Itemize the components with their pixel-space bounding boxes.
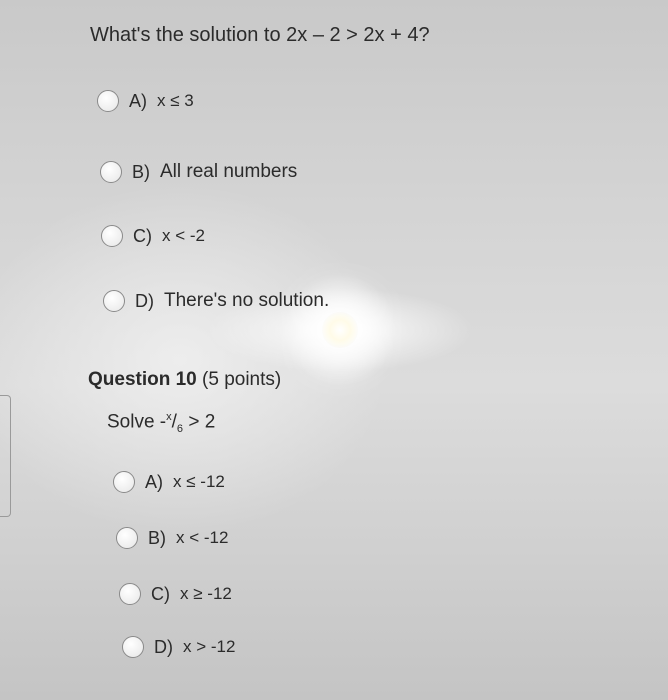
q10-option-a[interactable] xyxy=(113,471,225,493)
q9-option-b[interactable] xyxy=(100,161,297,183)
light-glare xyxy=(322,312,358,348)
question-10-title: Question 10 xyxy=(88,369,197,390)
q10-option-b-letter: B) xyxy=(148,527,166,548)
q9-option-d-letter: D) xyxy=(135,290,154,311)
q9-radio-b[interactable] xyxy=(100,161,122,183)
q10-option-d-text: x > -12 xyxy=(183,637,236,656)
q9-radio-c[interactable] xyxy=(101,225,123,247)
q9-option-c[interactable] xyxy=(101,225,205,247)
q9-radio-d[interactable] xyxy=(103,290,125,312)
q10-option-c-letter: C) xyxy=(151,583,170,604)
q10-option-b[interactable] xyxy=(116,527,228,549)
q9-option-a[interactable] xyxy=(97,90,194,112)
q10-radio-b[interactable] xyxy=(116,527,138,549)
q10-prompt-suffix: > 2 xyxy=(183,411,216,433)
q9-radio-a[interactable] xyxy=(97,90,119,112)
side-panel-edge xyxy=(0,395,11,517)
q10-option-a-letter: A) xyxy=(145,471,163,492)
q10-option-c[interactable] xyxy=(119,583,232,605)
q10-option-d-letter: D) xyxy=(154,636,173,657)
q9-option-a-letter: A) xyxy=(129,90,147,111)
q10-fraction-numerator: x xyxy=(166,411,172,423)
q10-radio-d[interactable] xyxy=(122,636,144,658)
q10-radio-c[interactable] xyxy=(119,583,141,605)
q9-option-b-letter: B) xyxy=(132,161,150,182)
q10-option-b-text: x < -12 xyxy=(176,528,229,547)
q10-radio-a[interactable] xyxy=(113,471,135,493)
q10-fraction-separator: / xyxy=(171,411,177,433)
q10-fraction-denominator: 6 xyxy=(176,423,184,436)
q9-option-c-text: x < -2 xyxy=(162,226,205,245)
question-10-prompt xyxy=(107,411,215,435)
question-10-points: (5 points) xyxy=(202,369,282,390)
q10-option-a-text: x ≤ -12 xyxy=(173,472,225,491)
question-9-prompt: What's the solution to 2x – 2 > 2x + 4? xyxy=(90,24,430,46)
q9-option-c-letter: C) xyxy=(133,225,152,246)
q10-option-c-text: x ≥ -12 xyxy=(180,584,232,603)
q10-option-d[interactable] xyxy=(122,636,235,658)
q9-option-a-text: x ≤ 3 xyxy=(157,91,194,110)
question-10-header xyxy=(88,369,281,391)
q9-option-d[interactable] xyxy=(103,290,329,312)
q9-option-d-text: There's no solution. xyxy=(164,290,330,311)
q10-prompt-prefix: Solve - xyxy=(107,411,167,433)
q9-option-b-text: All real numbers xyxy=(160,161,298,182)
